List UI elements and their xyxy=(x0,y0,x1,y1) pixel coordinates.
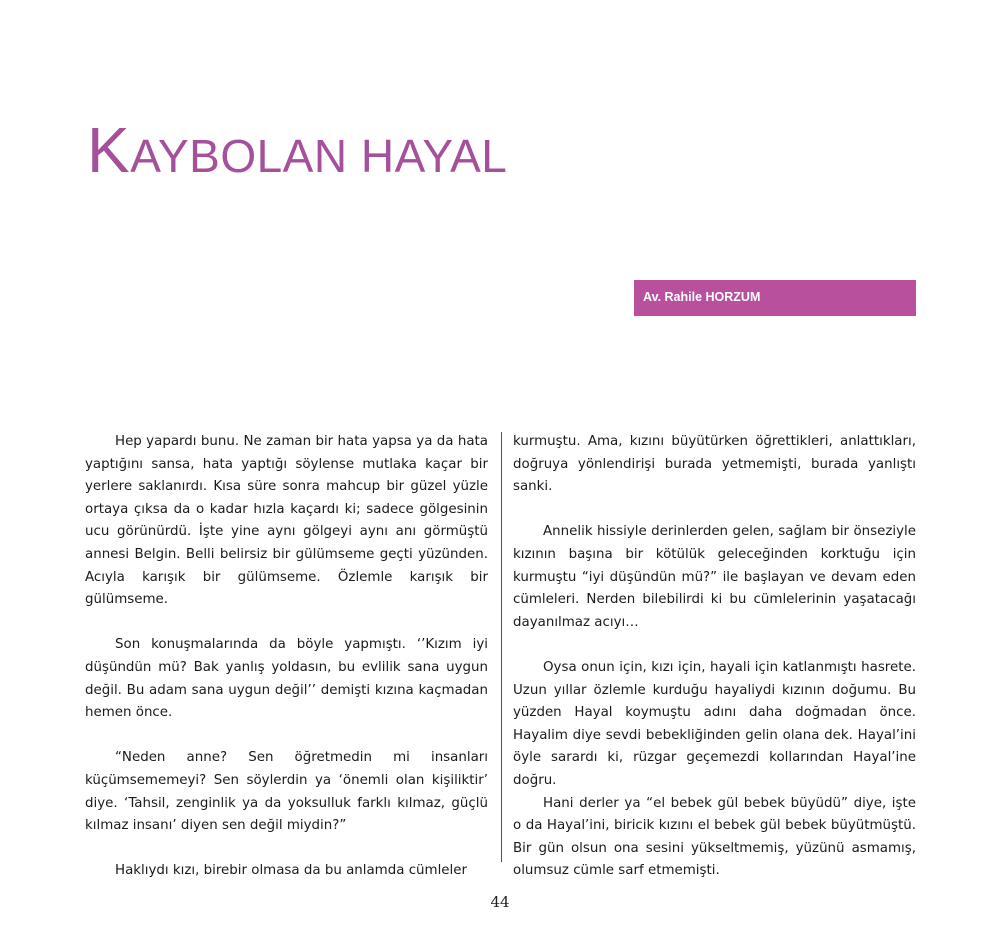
article-title xyxy=(87,114,508,186)
paragraph: Hep yapardı bunu. Ne zaman bir hata yapsa ya da hata yaptığını sansa, hata yaptığı söylense mutlaka kaçar bir yerlere saklanırdı. Kısa süre sonra mahcup bir güzel yüzle ortaya çıksa da o kadar hızla kaçardı ki; sadece gölgesinin ucu görünürdü. İşte yine aynı gölgeyi aynı anı görmüştü annesi Belgin. Belli belirsiz bir gülümseme geçti yüzünden. Acıyla karışık bir gülümseme. Özlemle karışık bir gülümseme. xyxy=(85,434,488,608)
paragraph: Annelik hissiyle derinlerden gelen, sağlam bir önseziyle kızının başına bir kötülük geleceğinden korktuğu için kurmuştu “iyi düşündün mü?” ile başlayan ve devam eden cümleleri. Nerden bilebilirdi ki bu cümlelerinin yaşatacağı dayanılmaz acıyı… xyxy=(513,524,916,630)
author-name: Av. Rahile HORZUM xyxy=(643,290,761,304)
page-number: 44 xyxy=(490,893,510,911)
paragraph: Hani derler ya “el bebek gül bebek büyüdü” diye, işte o da Hayal’ini, biricik kızını el bebek gül bebek büyütmüştü. Bir gün olsun ona sesini yükseltmemiş, yüzünü asmamış, olumsuz cümle sarf etmemişti. xyxy=(513,795,916,879)
left-text-column xyxy=(85,431,488,883)
title-initial: K xyxy=(87,114,131,186)
column-divider xyxy=(501,432,502,862)
author-banner xyxy=(634,280,916,316)
paragraph: Son konuşmalarında da böyle yapmıştı. ‘’Kızım iyi düşündün mü? Bak yanlış yoldasın, bu evlilik sana uygun değil. Bu adam sana uygun değil’’ demişti kızına kaçmadan hemen önce. xyxy=(85,637,488,721)
paragraph: Oysa onun için, kızı için, hayali için katlanmıştı hasrete. Uzun yıllar özlemle kurduğu hayaliydi kızının doğumu. Bu yüzden Hayal koymuştu adını daha doğmadan önce. Hayalim diye sevdi bebekliğinden gelin olana dek. Hayal’ini öyle sarardı ki, rüzgar geçemezdi kollarından Hayal’ine doğru. xyxy=(513,659,916,788)
paragraph: “Neden anne? Sen öğretmedin mi insanları küçümsememeyi? Sen söylerdin ya ‘önemli olan kişiliktir’ diye. ‘Tahsil, zenginlik ya da yoksulluk farklı kılmaz, güçlü kılmaz insanı’ diyen sen değil miydin?” xyxy=(85,750,488,834)
paragraph: kurmuştu. Ama, kızını büyütürken öğrettikleri, anlattıkları, doğruya yönlendirişi burada yetmemişti, burada yanlıştı sanki. xyxy=(513,434,916,495)
paragraph: Haklıydı kızı, birebir olmasa da bu anlamda cümleler xyxy=(115,863,468,879)
title-rest: AYBOLAN HAYAL xyxy=(130,130,508,182)
right-text-column xyxy=(513,431,916,883)
